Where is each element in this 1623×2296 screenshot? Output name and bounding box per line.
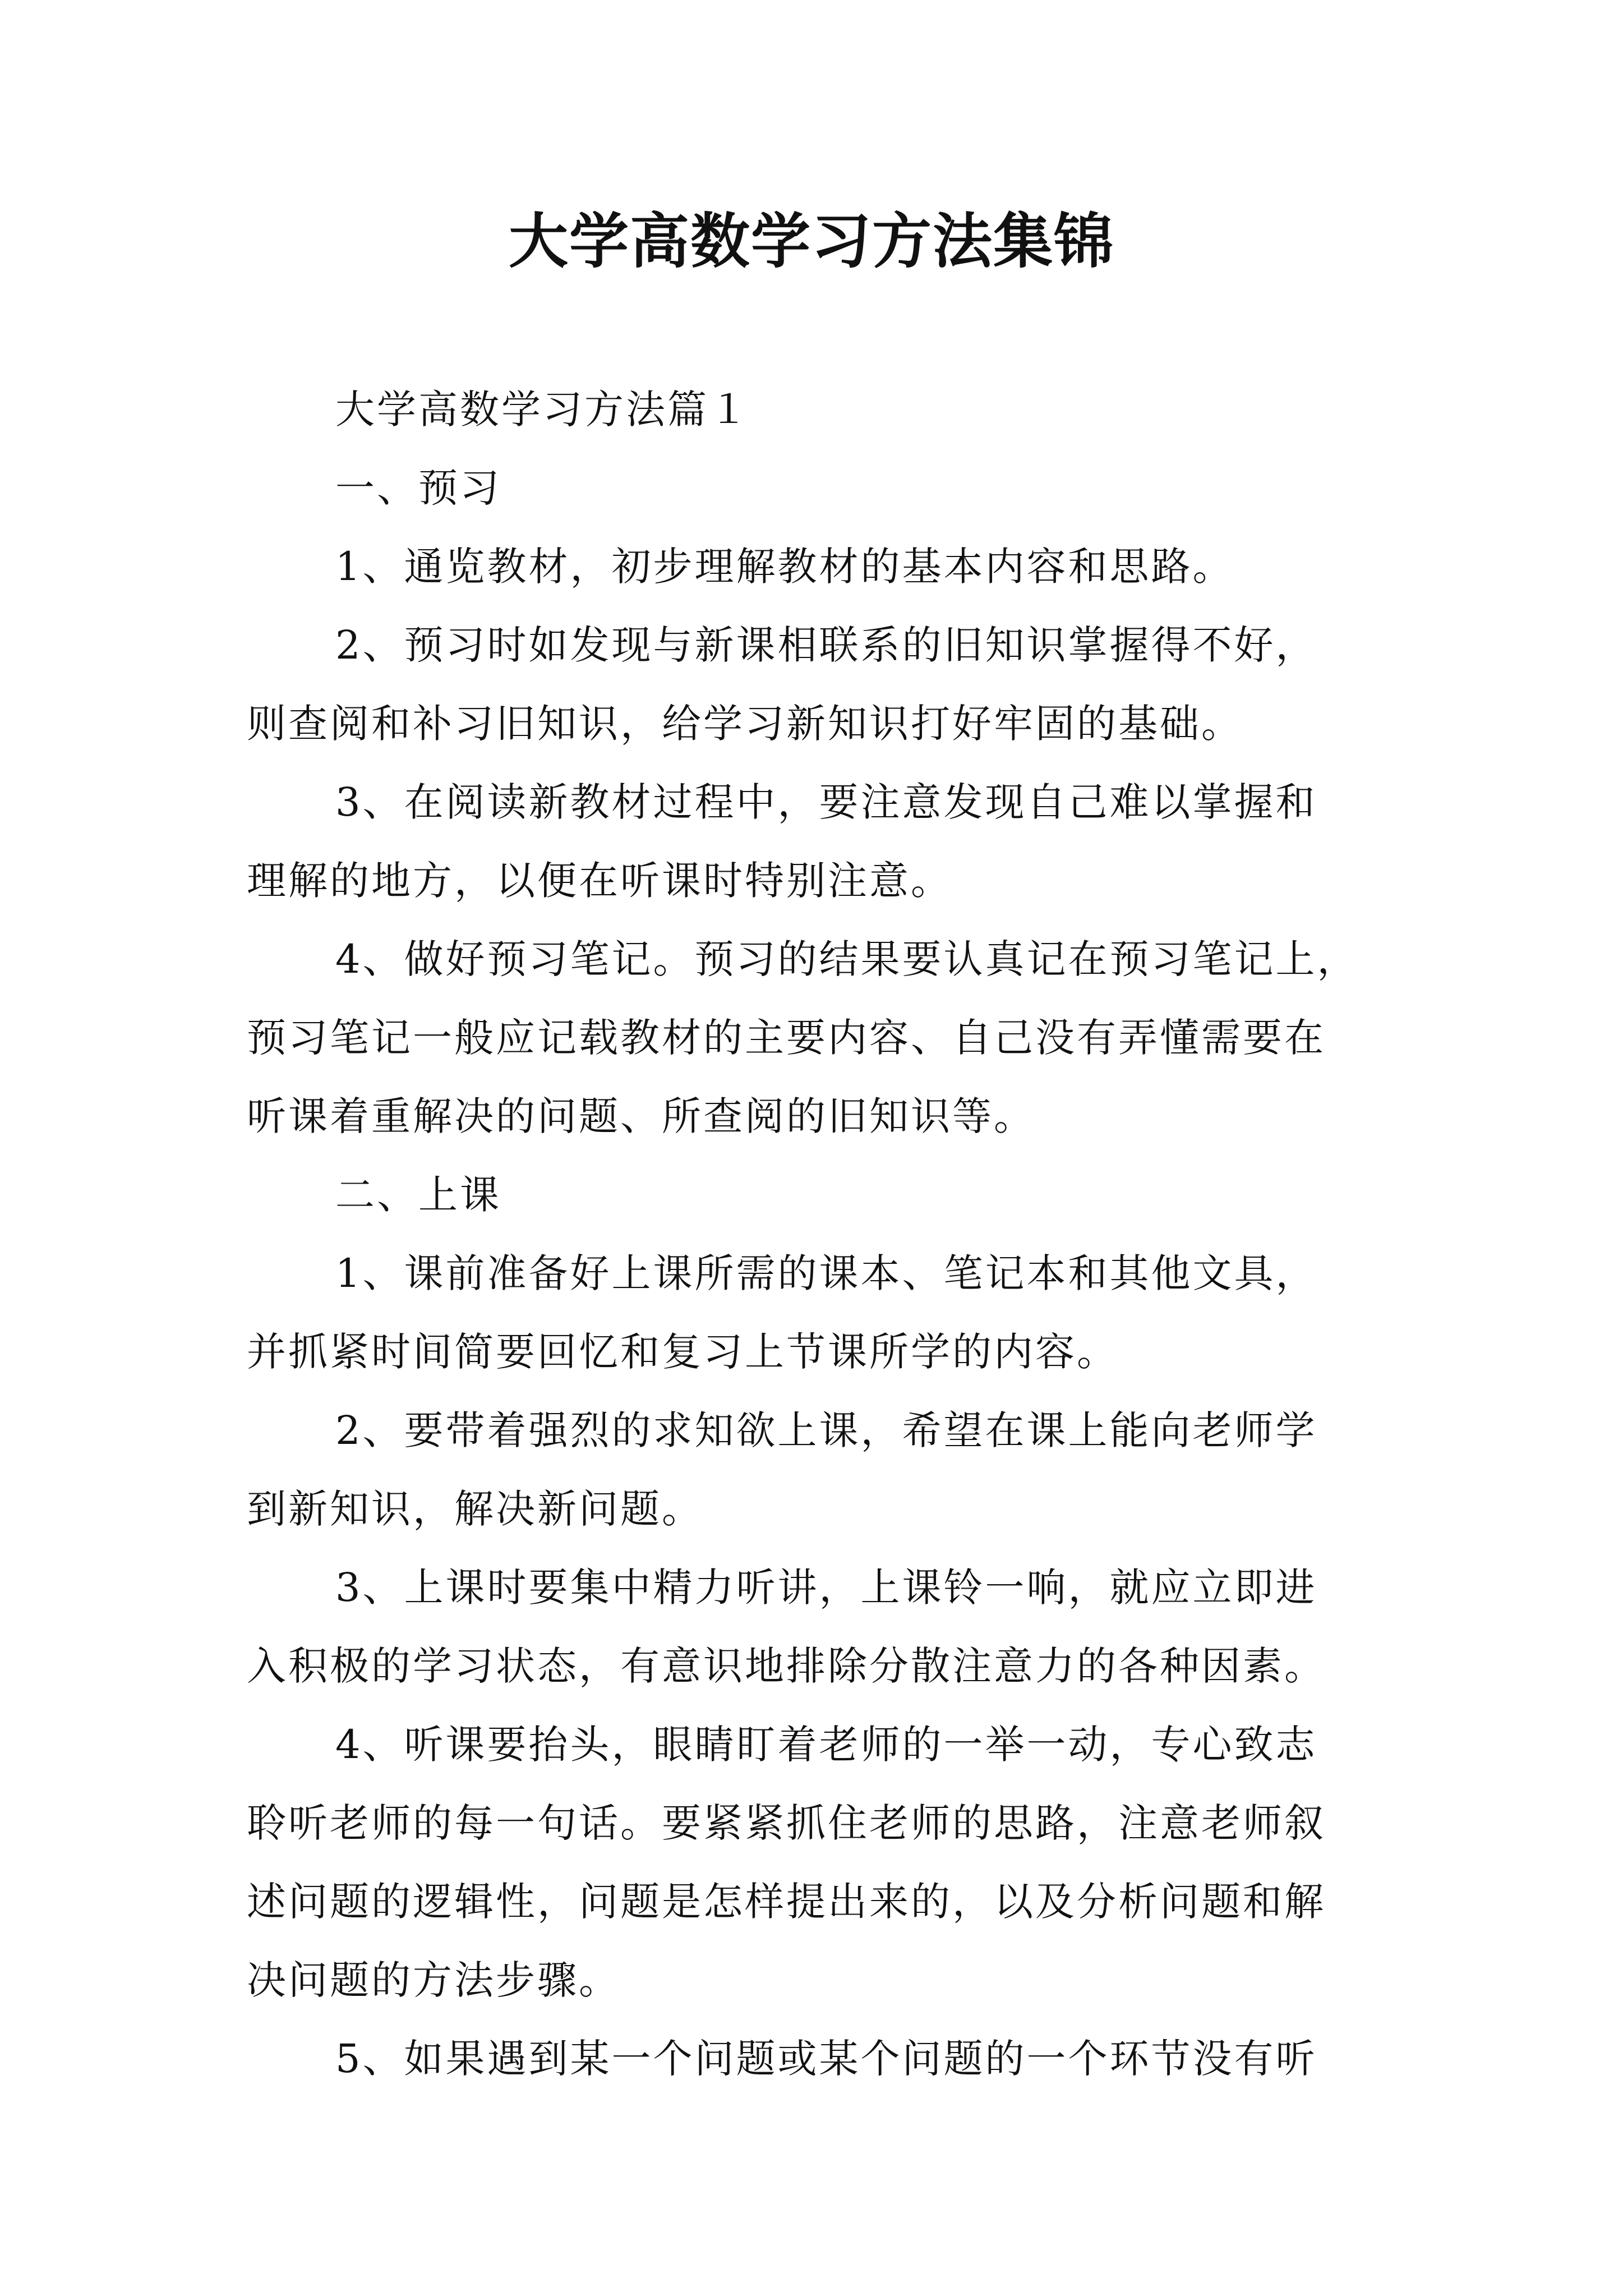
paragraph-line: 预习笔记一般应记载教材的主要内容、自己没有弄懂需要在	[247, 1015, 1326, 1061]
page-title: 大学高数学习方法集锦	[509, 206, 1114, 276]
paragraph-line: 5、如果遇到某一个问题或某个问题的一个环节没有听	[335, 2036, 1317, 2082]
paragraph-line: 则查阅和补习旧知识，给学习新知识打好牢固的基础。	[247, 701, 1243, 747]
paragraph-line: 理解的地方，以便在听课时特别注意。	[247, 858, 952, 904]
paragraph-line: 1、通览教材，初步理解教材的基本内容和思路。	[335, 544, 1234, 590]
paragraph-line: 4、做好预习笔记。预习的结果要认真记在预习笔记上，	[335, 936, 1359, 982]
paragraph-line: 述问题的逻辑性，问题是怎样提出来的，以及分析问题和解	[247, 1879, 1326, 1925]
paragraph-line: 入积极的学习状态，有意识地排除分散注意力的各种因素。	[247, 1643, 1326, 1689]
subsection-heading: 一、预习	[335, 465, 501, 511]
subsection-heading: 二、上课	[335, 1172, 501, 1218]
paragraph-line: 2、要带着强烈的求知欲上课，希望在课上能向老师学	[335, 1407, 1317, 1453]
paragraph-line: 聆听老师的每一句话。要紧紧抓住老师的思路，注意老师叙	[247, 1800, 1326, 1846]
paragraph-line: 到新知识，解决新问题。	[247, 1486, 703, 1532]
paragraph-line: 4、听课要抬头，眼睛盯着老师的一举一动，专心致志	[335, 1722, 1317, 1768]
paragraph-line: 并抓紧时间简要回忆和复习上节课所学的内容。	[247, 1329, 1118, 1375]
paragraph-line: 1、课前准备好上课所需的课本、笔记本和其他文具，	[335, 1250, 1317, 1296]
paragraph-line: 决问题的方法步骤。	[247, 1957, 620, 2003]
paragraph-line: 3、上课时要集中精力听讲，上课铃一响，就应立即进	[335, 1565, 1317, 1611]
section-heading: 大学高数学习方法篇１	[335, 386, 750, 432]
paragraph-line: 2、预习时如发现与新课相联系的旧知识掌握得不好，	[335, 622, 1317, 668]
paragraph-line: 3、在阅读新教材过程中，要注意发现自己难以掌握和	[335, 779, 1317, 825]
paragraph-line: 听课着重解决的问题、所查阅的旧知识等。	[247, 1093, 1035, 1139]
